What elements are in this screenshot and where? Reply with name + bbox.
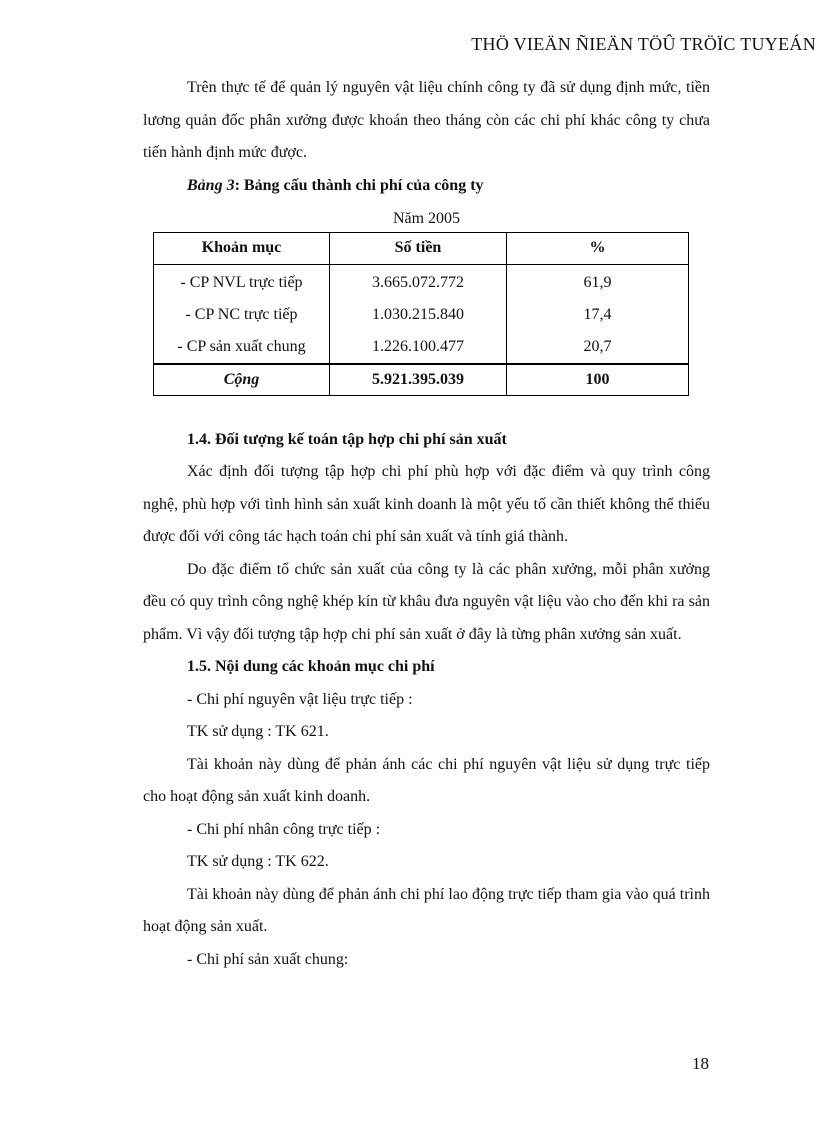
table-row: [154, 331, 689, 364]
row-percent: 17,4: [507, 299, 689, 331]
header-amount: Số tiền: [330, 232, 507, 264]
page-number: 18: [692, 1054, 709, 1073]
section-1-5-line: TK sử dụng : TK 621.: [187, 723, 329, 740]
row-item: - CP NVL trực tiếp: [154, 264, 330, 299]
table-caption-label: Bảng 3: [187, 176, 235, 194]
page-header: THÖ VIEÄN ÑIEÄN TÖÛ TRÖÏC TUYEÁN: [471, 34, 816, 54]
section-1-5-line: - Chi phí sản xuất chung:: [187, 950, 349, 968]
section-1-5-line: - Chi phí nguyên vật liệu trực tiếp :: [187, 690, 413, 708]
table-row: [154, 264, 689, 299]
total-label: Cộng: [154, 364, 330, 396]
total-percent: 100: [507, 364, 689, 396]
cost-structure-table: [153, 232, 689, 396]
intro-paragraph: Trên thực tế để quản lý nguyên vật liệu chính công ty đã sử dụng định mức, tiền lương quản đốc phân xưởng được khoán theo tháng còn các chi phí khác công ty chưa tiến hành định mức được.: [143, 79, 710, 161]
section-1-5-paragraph: Tài khoản này dùng để phản ánh chi phí lao động trực tiếp tham gia vào quá trình hoạt động sản xuất.: [143, 885, 710, 935]
section-1-5-line: - Chi phí nhân công trực tiếp :: [187, 820, 381, 838]
table-row: [154, 299, 689, 331]
document-body: [143, 72, 710, 976]
row-percent: 61,9: [507, 264, 689, 299]
table-caption: [143, 170, 710, 202]
row-amount: 3.665.072.772: [330, 264, 507, 299]
row-item: - CP NC trực tiếp: [154, 299, 330, 331]
table-year: Năm 2005: [392, 209, 461, 227]
section-1-5-heading: 1.5. Nội dung các khoản mục chi phí: [187, 658, 435, 675]
section-1-4-heading: 1.4. Đối tượng kế toán tập hợp chi phí sản xuất: [187, 430, 507, 448]
header-percent: %: [507, 232, 689, 264]
section-1-4-paragraph: Xác định đối tượng tập hợp chi phí phù hợp với đặc điểm và quy trình công nghệ, phù hợp với tình hình sản xuất kinh doanh là một yếu tố cần thiết không thể thiếu được đối với công tác hạch toán chi phí sản xuất và tính giá thành.: [143, 463, 710, 545]
table-total-row: [154, 364, 689, 396]
row-amount: 1.226.100.477: [330, 331, 507, 364]
header-item: Khoản mục: [154, 232, 330, 264]
row-item: - CP sản xuất chung: [154, 331, 330, 364]
table-header-row: [154, 232, 689, 264]
total-amount: 5.921.395.039: [330, 364, 507, 396]
section-1-5-paragraph: Tài khoản này dùng để phản ánh các chi phí nguyên vật liệu sử dụng trực tiếp cho hoạt động sản xuất kinh doanh.: [143, 755, 710, 805]
row-amount: 1.030.215.840: [330, 299, 507, 331]
table-caption-text: : Bảng cấu thành chi phí của công ty: [234, 176, 484, 194]
section-1-5-line: TK sử dụng : TK 622.: [187, 853, 329, 870]
section-1-4-paragraph: Do đặc điểm tổ chức sản xuất của công ty là các phân xưởng, mỗi phân xưởng đều có quy trình công nghệ khép kín từ khâu đưa nguyên vật liệu vào cho đến khi ra sản phẩm. Vì vậy đối tượng tập hợp chi phí sản xuất ở đây là từng phân xưởng sản xuất.: [143, 560, 710, 643]
row-percent: 20,7: [507, 331, 689, 364]
